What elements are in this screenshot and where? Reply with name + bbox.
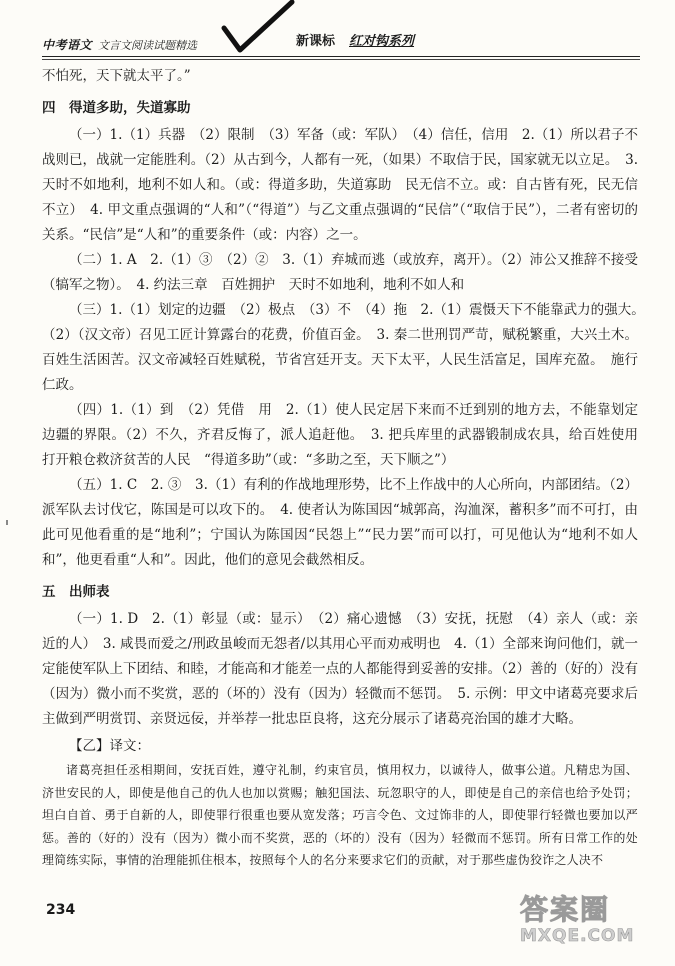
- answer-paragraph: （四）1.（1）到 （2）凭借 用 2.（1）使人民定居下来而不迁到别的地方去，不能靠划定边疆的界限。（2）不久，齐君反悔了，派人追赶他。 3. 把兵库里的武器锻制成农具，给百姓使用 打开粮仓救济贫苦的人民 “得道多助”（或：“多助之至，天下顺之”）: [42, 402, 652, 468]
- margin-mark: [6, 520, 8, 525]
- header-subtitle: 文言文阅读试题精选: [98, 39, 198, 52]
- header-rule: [42, 56, 640, 57]
- watermark-logo: 答案圈: [520, 893, 611, 926]
- answer-paragraph: （一）1. D 2.（1）彰显（或：显示） （2）痛心遗憾 （3）安抚，抚慰 （4）亲人（或：亲近的人） 3. 咸畏而爱之/刑政虽峻而无怨者/以其用心平而劝戒明也 4.（1）全部来询问他们，就一定能使军队上下团结、和睦，才能高和才能差一点的人都能得到妥善的安排。（2）善的（好的）没有（因为）微小而不奖赏，恶的（坏的）没有（因为）轻微而不惩罚。 5. 示例：甲文中诸葛亮要求后主做到严明赏罚、亲贤远佞，并举荐一批忠臣良将，这充分展示了诸葛亮治国的雄才大略。: [42, 611, 638, 727]
- page-number: 234: [46, 902, 76, 918]
- translation-text: 诸葛亮担任丞相期间，安抚百姓，遵守礼制，约束官员，慎用权力，以诚待人，做事公道。凡精忠为国、济世安民的人，即使是他自己的仇人也加以赏赐；触犯国法、玩忽职守的人，即使是自己的亲信也给予处罚；坦白自首、勇于自新的人，即使罪行很重也要从宽发落；巧言令色、文过饰非的人，即使罪行轻微也要加以严惩。善的（好的）没有（因为）微小而不奖赏，恶的（坏的）没有（因为）轻微而不惩罚。所有日常工作的处理简练实际，事情的治理能抓住根本，按照每个人的名分来要求它们的贡献，对于那些虚伪狡诈之人决不: [42, 763, 638, 867]
- answer-paragraph: （三）1.（1）划定的边疆 （2）极点 （3）不 （4）拖 2.（1）震慑天下不能靠武力的强大。 （2）（汉文帝）召见工匠计算露台的花费，价值百金。 3. 秦二世刑罚严苛，赋税繁重，大兴土木。百姓生活困苦。汉文帝减轻百姓赋税，节省宫廷开支。天下太平，人民生活富足，国库充盈。 施行仁政。: [42, 302, 652, 393]
- answer-paragraph: （五）1. C 2. ③ 3.（1）有利的作战地理形势，比不上作战中的人心所向，内部团结。（2）派军队去讨伐它，陈国是可以攻下的。 4. 使者认为陈国因“城郭高，沟洫深，蓄积多”而不可打，由此可见他看重的是“地利”；宁国认为陈国因“民怨上”“民力罢”而可以打，可见他认为“地利不如人和”，他更看重“人和”。因此，他们的意见会截然相反。: [42, 477, 638, 568]
- section-title: 五 出师表: [42, 584, 110, 600]
- watermark: [520, 888, 670, 960]
- header-brand: 中考语文: [42, 38, 93, 52]
- header-rule-thin: [42, 59, 640, 60]
- answer-paragraph: （一）1.（1）兵器 （2）限制 （3）军备（或：军队） （4）信任，信用 2.（1）所以君子不战则已，战就一定能胜利。（2）从古到今，人都有一死，（如果）不取信于民，国家就无以立足。 3. 天时不如地利，地利不如人和。（或：得道多助，失道寡助 民无信不立。或：自古皆有死，民无信不立） 4. 甲文重点强调的“人和”（“得道”）与乙文重点强调的“民信”（“取信于民”），二者有密切的关系。“民信”是“人和”的重要条件（或：内容）之一。: [42, 127, 638, 243]
- header-right: [296, 30, 414, 49]
- answer-paragraph: （二）1. A 2.（1）③ （2）② 3.（1）弃城而逃（或放弃，离开）。（2）沛公又推辞不接受（犒军之物）。 4. 约法三章 百姓拥护 天时不如地利，地利不如人和: [42, 252, 638, 293]
- header-series: 红对钩系列: [349, 34, 415, 49]
- opening-line: 不怕死，天下就太平了。”: [42, 68, 191, 84]
- answer-content: [42, 64, 652, 872]
- header-left: [42, 34, 197, 53]
- watermark-url: MXQE.COM: [520, 926, 635, 946]
- page-header: [0, 0, 675, 60]
- checkmark-logo-icon: [218, 0, 298, 58]
- translation-heading: 【乙】译文：: [69, 738, 150, 754]
- header-course: 新课标: [296, 34, 336, 49]
- section-title: 四 得道多助，失道寡助: [42, 100, 191, 116]
